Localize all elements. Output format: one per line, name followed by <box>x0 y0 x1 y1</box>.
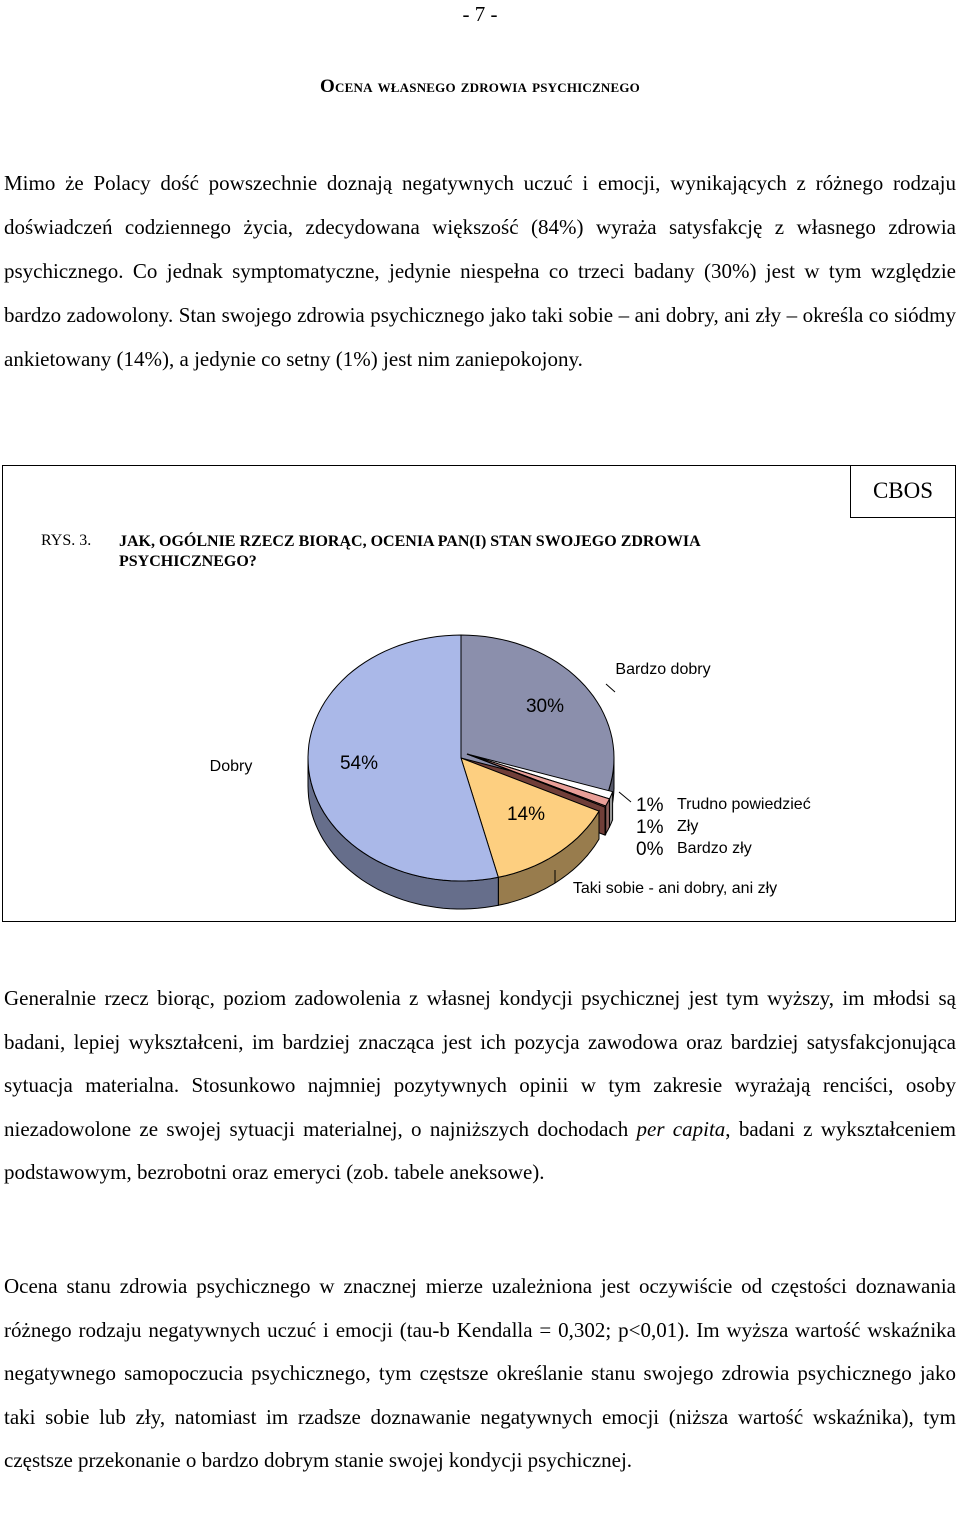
pie-value-label-1: 1% <box>636 795 664 816</box>
pie-category-label-0: Bardzo dobry <box>615 661 711 678</box>
pie-category-label-1: Trudno powiedzieć <box>677 796 811 813</box>
leader-small-slices <box>619 792 631 802</box>
figure-caption: JAK, OGÓLNIE RZECZ BIORĄC, OCENIA PAN(I) STAN SWOJEGO ZDROWIA PSYCHICZNEGO? <box>119 533 700 570</box>
pie-value-label-0: 30% <box>525 696 565 717</box>
paragraph-demographics-start: Generalnie rzecz biorąc, poziom zadowolenia z własnej kondycji psychicznej jest tym wyższy, im młodsi są badani, lepiej wykształceni, im bardziej znacząca jest ich pozycja zawodowa oraz bardziej satysfakcjonująca sytuacja materialna. Stosunkowo najmniej pozytywnych opinii w tym zakresie wyrażają renciści, osoby niezadowolone ze swojej sytuacji materialnej, o najniższych dochodach <box>4 986 956 1141</box>
figure-label: RYS. 3. <box>41 532 92 549</box>
figure-frame <box>2 465 956 922</box>
pie-value-label-2: 1% <box>636 817 664 838</box>
paragraph-correlation: Ocena stanu zdrowia psychicznego w znacznej mierze uzależniona jest oczywiście od częstości doznawania różnego rodzaju negatywnych uczuć i emocji (tau-b Kendalla = 0,302; p<0,01). Im wyższa wartość wskaźnika negatywnego samopoczucia psychicznego, tym częstsze określanie stanu swojego zdrowia psychicznego jako taki sobie lub zły, natomiast im rzadsze doznawanie negatywnych emocji (niższa wartość wskaźnika), tym częstsze przekonanie o bardzo dobrym stanie swojej kondycji psychicznej. <box>4 1274 956 1472</box>
pie-chart <box>3 466 955 921</box>
pie-value-label-4: 14% <box>506 804 546 825</box>
paragraph-demographics-italic: per capita <box>636 1116 726 1141</box>
pie-category-label-3: Bardzo zły <box>677 840 752 857</box>
pie-category-label-2: Zły <box>677 818 699 835</box>
paragraph-demographics-end: , badani z wykształceniem podstawowym, bezrobotni oraz emeryci (zob. tabele aneksowe). <box>4 1116 956 1184</box>
pie-category-label-5: Dobry <box>209 758 253 775</box>
page-number: - 7 - <box>462 2 498 26</box>
pie-value-label-3: 0% <box>636 839 664 860</box>
paragraph-demographics <box>4 977 956 1195</box>
paragraph-intro: Mimo że Polacy dość powszechnie doznają negatywnych uczuć i emocji, wynikających z różnego rodzaju doświadczeń codziennego życia, zdecydowana większość (84%) wyraża satysfakcję z własnego zdrowia psychicznego. Co jednak symptomatyczne, jedynie niespełna co trzeci badany (30%) jest w tym względzie bardzo zadowolony. Stan swojego zdrowia psychicznego jako taki sobie – ani dobry, ani zły – określa co siódmy ankietowany (14%), a jedynie co setny (1%) jest nim zaniepokojony. <box>4 171 956 371</box>
pie-value-label-5: 54% <box>339 753 379 774</box>
source-badge: CBOS <box>850 465 956 518</box>
leader-bardzo-dobry <box>606 684 615 692</box>
section-title: Ocena własnego zdrowia psychicznego <box>320 76 640 97</box>
pie-category-label-4: Taki sobie - ani dobry, ani zły <box>572 880 778 897</box>
